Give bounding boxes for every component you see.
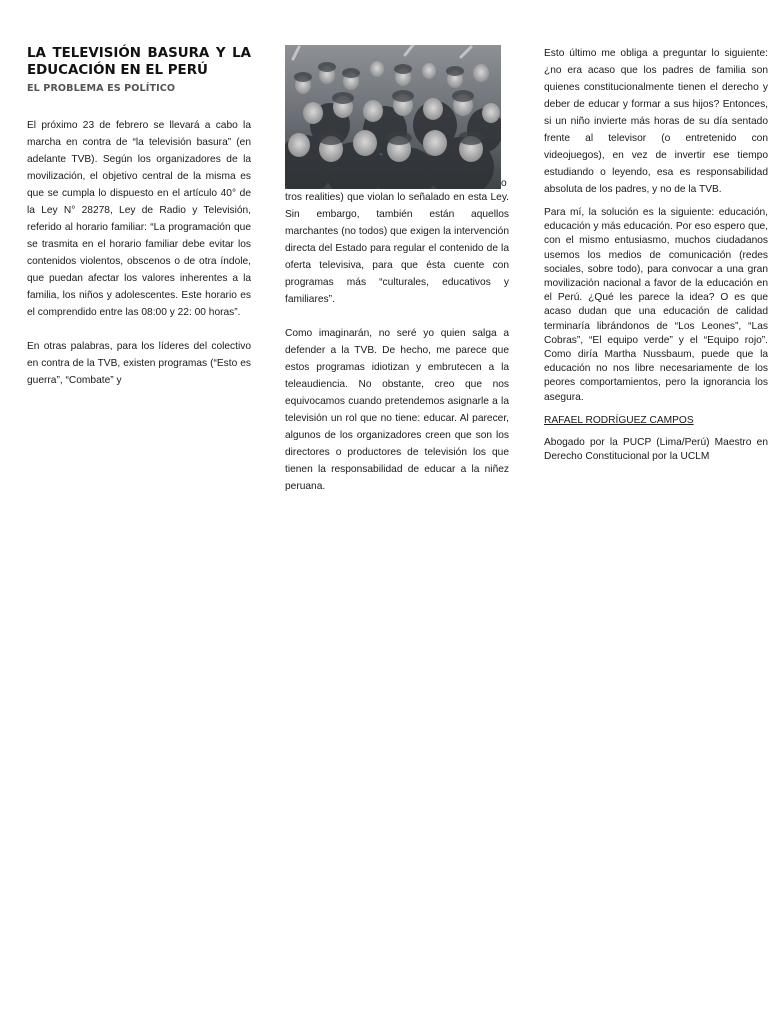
column-left xyxy=(27,45,251,389)
wrapped-letter: o xyxy=(501,178,507,189)
paragraph: El próximo 23 de febrero se llevará a cabo la marcha en contra de “la televisión basura” (en adelante TVB). Según los organizadores de la movilización, el objetivo central de la misma es que se cumpla lo dispuesto en el artículo 40° de la Ley N° 28278, Ley de Radio y Televisión, referido al horario familiar: “La programación que se trasmita en el horario familiar debe evitar los contenidos violentos, obscenos o de otra índole, que puedan afectar los valores inherentes a la familia, los niños y adolescentes. Este horario es el comprendido entre las 08:00 y 22: 00 horas”. xyxy=(27,120,251,318)
column-middle xyxy=(285,45,509,495)
author-name: RAFAEL RODRÍGUEZ CAMPOS xyxy=(544,414,694,426)
paragraph: Como imaginarán, no seré yo quien salga a defender a la TVB. De hecho, me parece que estos programas idiotizan y embrutecen a la teleaudiencia. No obstante, creo que nos equivocamos cuando pretendemos asignarle a la televisión un rol que no tiene: educar. Al parecer, algunos de los organizadores creen que son los directores o productores de televisión los que tienen la responsabilidad de educar a la niñez peruana. xyxy=(285,328,509,492)
photo-container xyxy=(285,45,509,189)
paragraph: tros realities) que violan lo señalado en esta Ley. Sin embargo, también están aquellos marchantes (no todos) que exigen la intervención directa del Estado para regular el contenido de la oferta televisiva, para que ésta cuente con programas más “culturales, educativos y familiares”. xyxy=(285,192,509,305)
paragraph: Esto último me obliga a preguntar lo siguiente: ¿no era acaso que los padres de familia son quienes constitucionalmente tienen el derecho y deber de educar y formar a sus hijos? Entonces, si un niño invierte más horas de su día sentado frente al televisor (o entretenido con videojuegos), en vez de invertir ese tiempo estudiando o leyendo, esa es responsabilidad absoluta de los padres, y no de la TVB. xyxy=(544,48,768,195)
crowd-photo xyxy=(285,45,501,189)
column-right xyxy=(544,45,768,464)
article-subtitle: EL PROBLEMA ES POLÍTICO xyxy=(27,83,176,94)
article-title: LA TELEVISIÓN BASURA Y LA EDUCACIÓN EN EL PERÚ xyxy=(27,46,251,78)
paragraph: Para mí, la solución es la siguiente: educación, educación y más educación. Por eso espero que, con el mismo entusiasmo, muchos ciudadanos usemos los medios de comunicación (redes sociales, sobre todo), para convocar a una gran movilización nacional a favor de la educación en el Perú. ¿Qué les parece la idea? O es que acaso dudan que una educación de calidad terminaría librándonos de “Los Leones”, “Las Cobras”, “El equipo verde” y el “Equipo rojo”. Como diría Martha Nussbaum, puede que la educación no nos libre necesariamente de los peores comportamientos, pero la ignorancia los asegura. xyxy=(544,207,768,403)
paragraph: En otras palabras, para los líderes del colectivo en contra de la TVB, existen programas (“Esto es guerra”, “Combate” y xyxy=(27,341,251,386)
author-bio: Abogado por la PUCP (Lima/Perú) Maestro en Derecho Constitucional por la UCLM xyxy=(544,437,768,463)
